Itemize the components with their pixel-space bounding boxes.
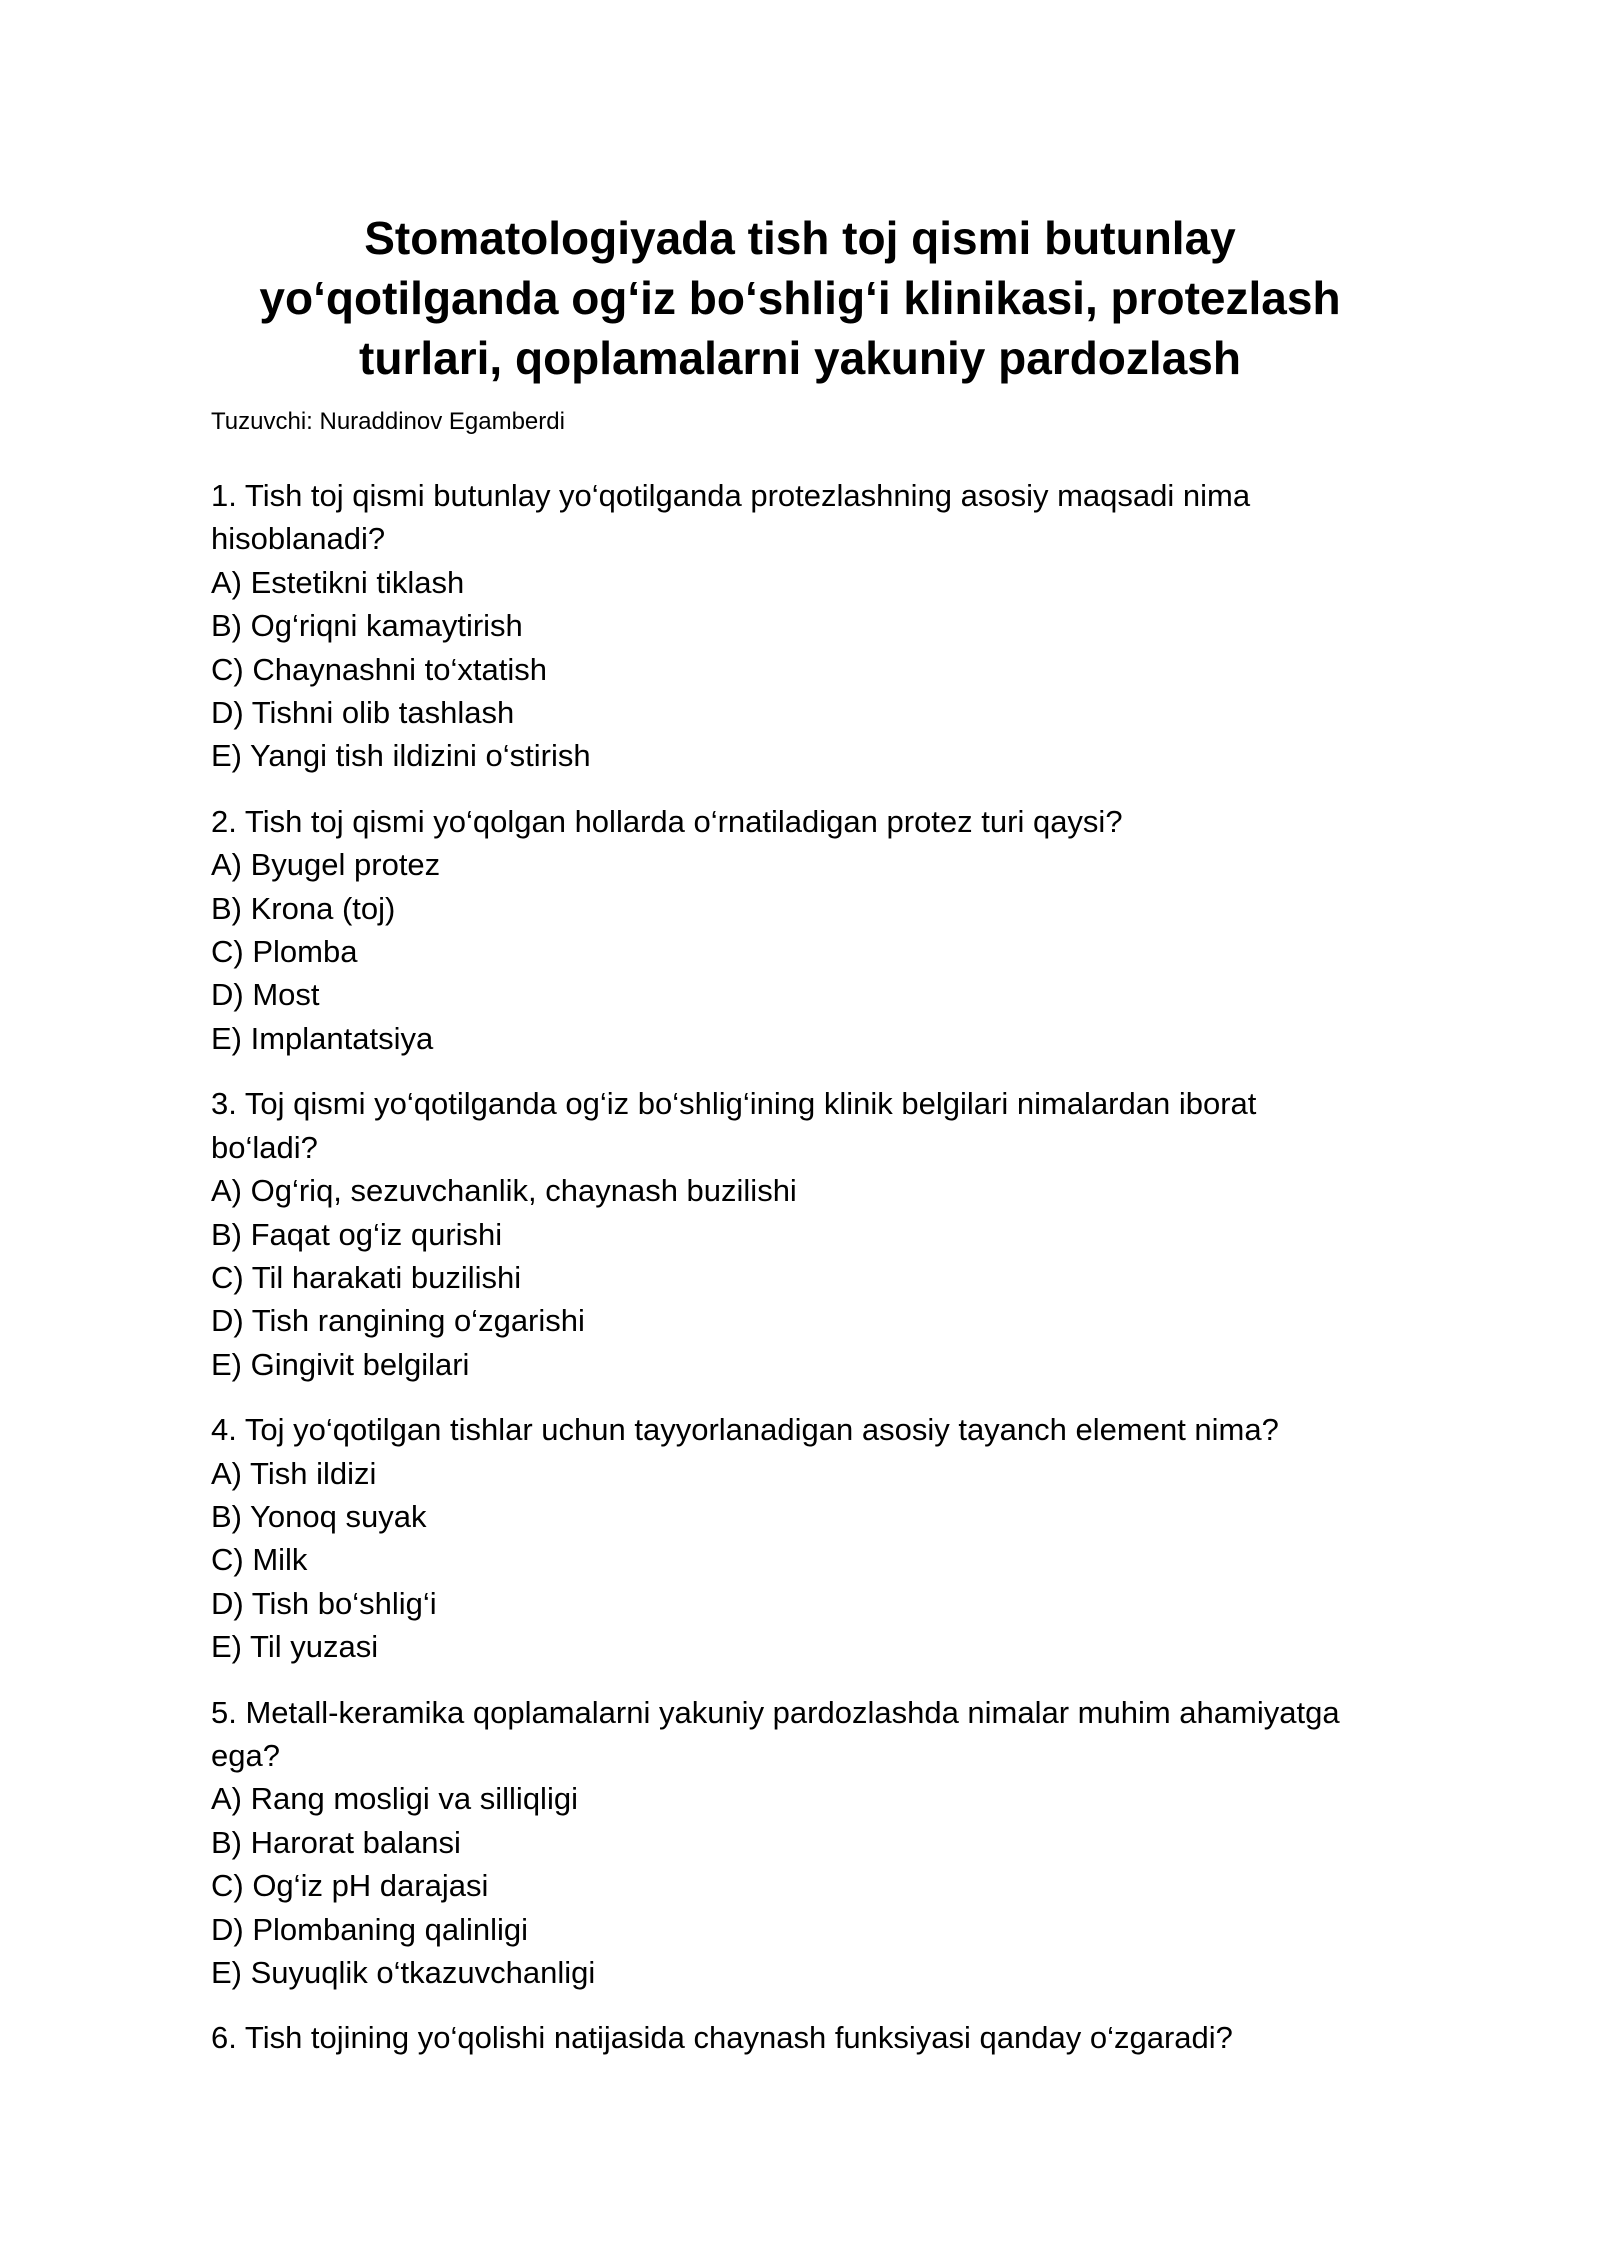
answer-option: A) Byugel protez — [211, 847, 441, 883]
title-line: Stomatologiyada tish toj qismi butunlay — [364, 212, 1236, 264]
answer-option: D) Plombaning qalinligi — [211, 1911, 529, 1947]
question-item — [211, 2016, 1411, 2059]
answer-option: B) Og‘riqni kamaytirish — [211, 608, 523, 644]
answer-option: C) Plomba — [211, 934, 358, 970]
answer-option: C) Milk — [211, 1542, 308, 1578]
question-text: 3. Toj qismi yo‘qotilganda og‘iz bo‘shlig‘ining klinik belgilari nimalardan iborat — [211, 1086, 1257, 1122]
question-list — [211, 474, 1411, 2082]
title-line: yo‘qotilganda og‘iz bo‘shlig‘i klinikasi, protezlash — [259, 272, 1341, 324]
answer-option: A) Estetikni tiklash — [211, 564, 465, 600]
question-text: 2. Tish toj qismi yo‘qolgan hollarda o‘rnatiladigan protez turi qaysi? — [211, 803, 1123, 839]
answer-option: E) Yangi tish ildizini o‘stirish — [211, 738, 591, 774]
answer-option: D) Tish bo‘shlig‘i — [211, 1585, 437, 1621]
answer-option: A) Rang mosligi va silliqligi — [211, 1781, 578, 1817]
question-item — [211, 1691, 1411, 1995]
answer-option: D) Most — [211, 977, 320, 1013]
question-text: hisoblanadi? — [211, 521, 386, 557]
question-text: bo‘ladi? — [211, 1129, 318, 1165]
answer-option: D) Tish rangining o‘zgarishi — [211, 1303, 585, 1339]
answer-option: E) Til yuzasi — [211, 1629, 379, 1665]
answer-option: B) Faqat og‘iz qurishi — [211, 1216, 503, 1252]
answer-option: E) Suyuqlik o‘tkazuvchanligi — [211, 1955, 596, 1990]
answer-option: C) Og‘iz pH darajasi — [211, 1868, 489, 1904]
document-title — [200, 208, 1400, 388]
question-item — [211, 800, 1411, 1060]
author-line: Tuzuvchi: Nuraddinov Egamberdi — [211, 408, 565, 435]
question-item — [211, 1408, 1411, 1668]
answer-option: A) Og‘riq, sezuvchanlik, chaynash buzilishi — [211, 1173, 797, 1209]
question-text: 5. Metall-keramika qoplamalarni yakuniy pardozlashda nimalar muhim ahamiyatga — [211, 1694, 1340, 1730]
answer-option: B) Yonoq suyak — [211, 1498, 427, 1534]
answer-option: B) Krona (toj) — [211, 890, 396, 926]
answer-option: D) Tishni olib tashlash — [211, 695, 515, 731]
title-line: turlari, qoplamalarni yakuniy pardozlash — [359, 332, 1241, 384]
answer-option: E) Gingivit belgilari — [211, 1346, 470, 1382]
question-item — [211, 474, 1411, 778]
answer-option: C) Chaynashni to‘xtatish — [211, 651, 547, 687]
question-item — [211, 1082, 1411, 1386]
answer-option: C) Til harakati buzilishi — [211, 1259, 522, 1295]
question-text: 6. Tish tojining yo‘qolishi natijasida chaynash funksiyasi qanday o‘zgaradi? — [211, 2020, 1233, 2056]
answer-option: A) Tish ildizi — [211, 1455, 377, 1491]
question-text: 4. Toj yo‘qotilgan tishlar uchun tayyorlanadigan asosiy tayanch element nima? — [211, 1412, 1279, 1448]
answer-option: E) Implantatsiya — [211, 1020, 434, 1056]
question-text: ega? — [211, 1737, 280, 1773]
answer-option: B) Harorat balansi — [211, 1824, 461, 1860]
question-text: 1. Tish toj qismi butunlay yo‘qotilganda protezlashning asosiy maqsadi nima — [211, 478, 1251, 513]
